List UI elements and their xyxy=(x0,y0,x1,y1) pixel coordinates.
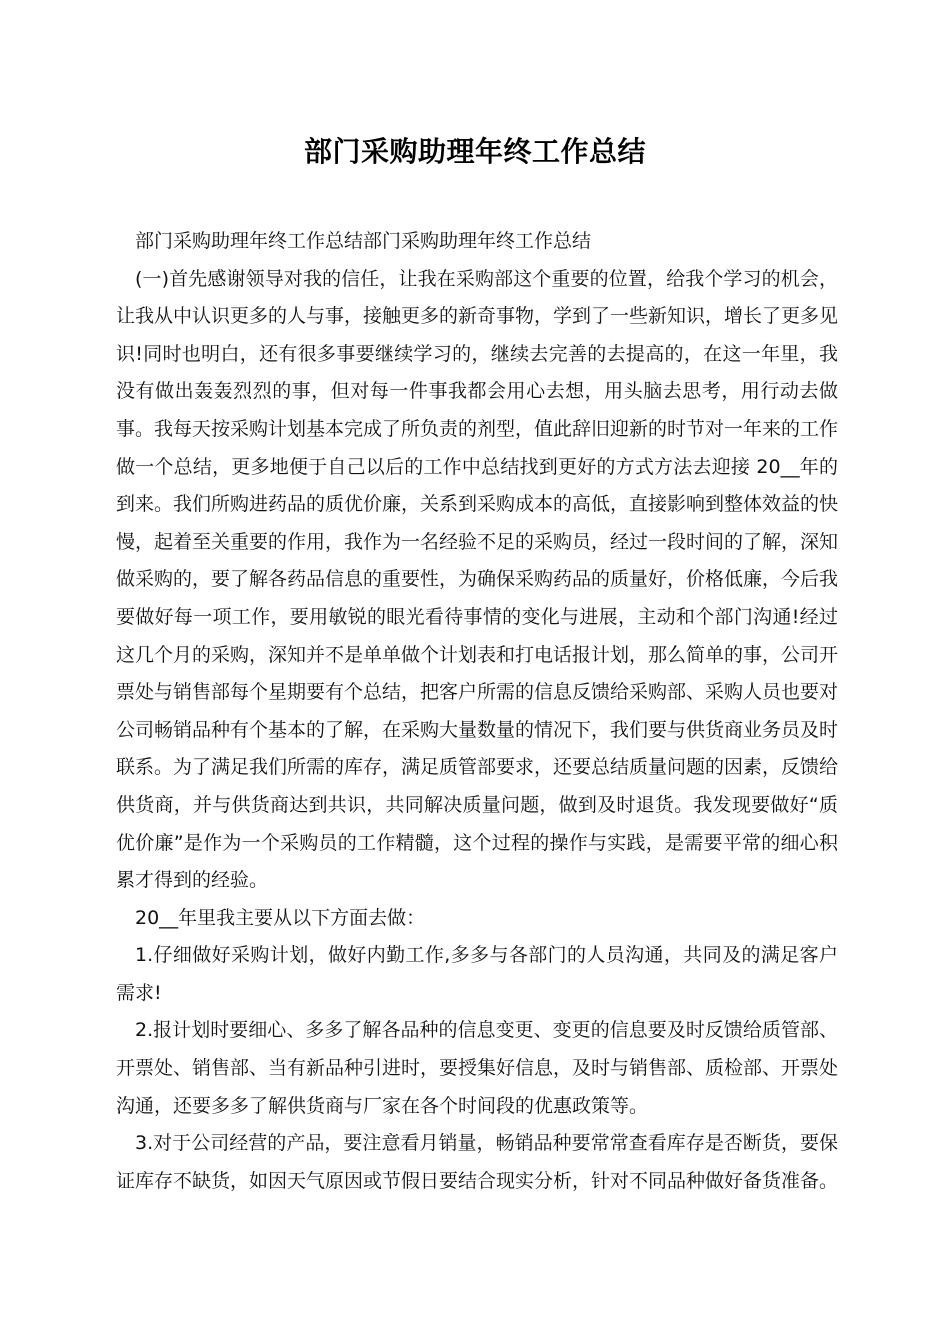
document-title: 部门采购助理年终工作总结 xyxy=(303,135,646,168)
list-item-2: 2.报计划时要细心、多多了解各品种的信息变更、变更的信息要及时反馈给质管部、开票处、销售部、当有新品种引进时，要授集好信息，及时与销售部、质检部、开票处沟通，还要多多了解供货商与厂家在各个时间段的优惠政策等。 xyxy=(116,1019,839,1117)
paragraph-intro-list: 20__年里我主要从以下方面去做： xyxy=(135,906,426,929)
paragraph-main: (一)首先感谢领导对我的信任，让我在采购部这个重要的位置，给我个学习的机会，让我从中认识更多的人与事，接触更多的新奇事物，学到了一些新知识，增长了更多见识!同时也明白，还有很多事要继续学习的，继续去完善的去提高的，在这一年里，我没有做出轰轰烈烈的事，但对每一件事我都会用心去想，用头脑去思考，用行动去做事。我每天按采购计划基本完成了所负责的剂型，值此辞旧迎新的时节对一年来的工作做一个总结，更多地便于自己以后的工作中总结找到更好的方式方法去迎接 20__年的到来。我们所购进药品的质优价廉，关系到采购成本的高低，直接影响到整体效益的快慢，起着至关重要的作用，我作为一名经验不足的采购员，经过一段时间的了解，深知做采购的，要了解各药品信息的重要性，为确保采购药品的质量好，价格低廉，今后我要做好每一项工作，要用敏锐的眼光看待事情的变化与进展，主动和个部门沟通!经过这几个月的采购，深知并不是单单做个计划表和打电话报计划，那么简单的事，公司开票处与销售部每个星期要有个总结，把客户所需的信息反馈给采购部、采购人员也要对公司畅销品种有个基本的了解，在采购大量数量的情况下，我们要与供货商业务员及时联系。为了满足我们所需的库存，满足质管部要求，还要总结质量问题的因素，反馈给供货商，并与供货商达到共识，共同解决质量问题，做到及时退货。我发现要做好“质优价廉”是作为一个采购员的工作精髓，这个过程的操作与实践，是需要平常的细心积累才得到的经验。 xyxy=(116,267,839,892)
list-item-3: 3.对于公司经营的产品，要注意看月销量，畅销品种要常常查看库存是否断货，要保证库存不缺货，如因天气原因或节假日要结合现实分析，针对不同品种做好备货准备。 xyxy=(116,1132,839,1192)
paragraph-heading-line: 部门采购助理年终工作总结部门采购助理年终工作总结 xyxy=(135,230,592,252)
document-body xyxy=(116,223,838,1200)
list-item-1: 1.仔细做好采购计划，做好内勤工作,多多与各部门的人员沟通，共同及的满足客户需求! xyxy=(116,944,838,1004)
